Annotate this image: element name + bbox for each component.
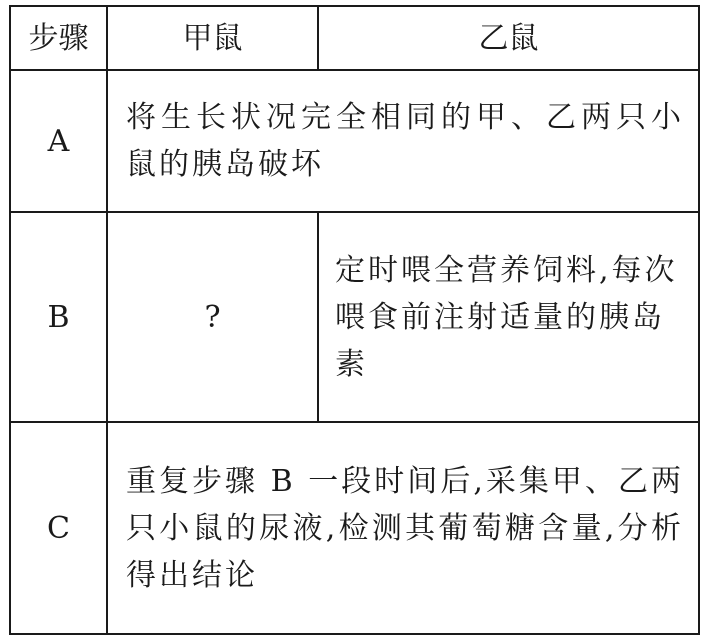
table-row-b <box>10 212 699 422</box>
step-c-description: 重复步骤 B 一段时间后,采集甲、乙两只小鼠的尿液,检测其葡萄糖含量,分析得出结论 <box>107 422 699 634</box>
step-label-a: A <box>10 70 107 212</box>
table-row-a <box>10 70 699 212</box>
step-label-c: C <box>10 422 107 634</box>
step-b-jia-unknown: ? <box>107 212 318 422</box>
header-row <box>10 6 699 70</box>
table-row-c <box>10 422 699 634</box>
step-b-yi-description: 定时喂全营养饲料,每次喂食前注射适量的胰岛素 <box>318 212 699 422</box>
experiment-table <box>9 5 700 635</box>
step-a-description: 将生长状况完全相同的甲、乙两只小鼠的胰岛破坏 <box>107 70 699 212</box>
header-step: 步骤 <box>10 6 107 70</box>
header-mouse-jia: 甲鼠 <box>107 6 318 70</box>
header-mouse-yi: 乙鼠 <box>318 6 699 70</box>
step-label-b: B <box>10 212 107 422</box>
